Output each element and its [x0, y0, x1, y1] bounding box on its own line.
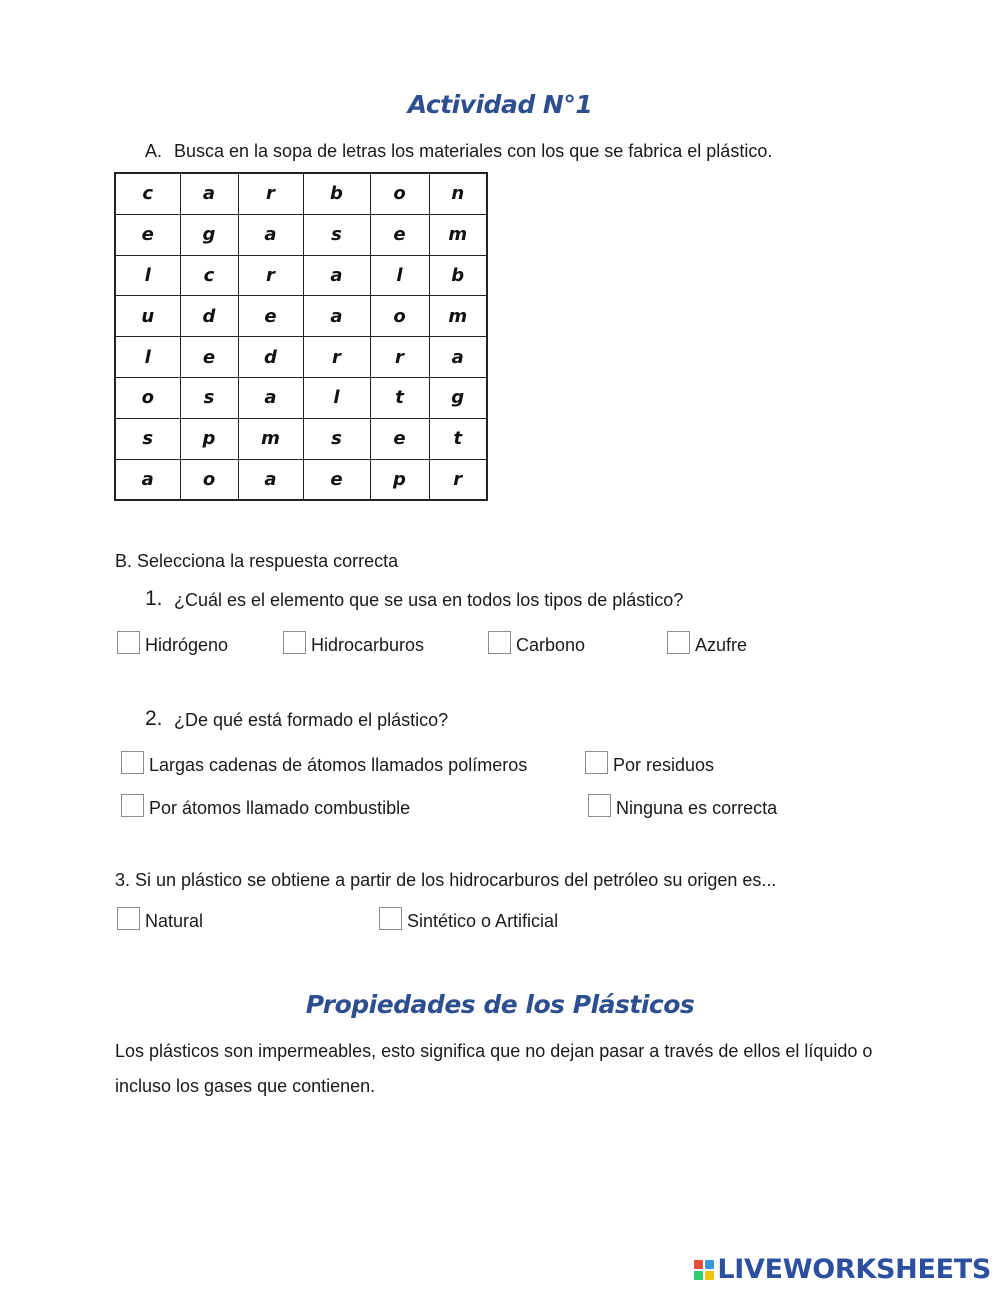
- q2-option-combustible[interactable]: [121, 794, 410, 819]
- grid-cell[interactable]: e: [303, 459, 370, 500]
- section-b-heading: B. Selecciona la respuesta correcta: [115, 551, 399, 571]
- grid-cell[interactable]: o: [370, 296, 429, 337]
- q1-option-carbono[interactable]: [488, 631, 585, 656]
- section-a-instruction: Busca en la sopa de letras los materiales con los que se fabrica el plástico.: [174, 141, 773, 161]
- properties-title: Propiedades de los Plásticos: [305, 990, 695, 1019]
- grid-cell[interactable]: l: [370, 255, 429, 296]
- grid-row: [115, 337, 487, 378]
- q2-option-polimeros[interactable]: [121, 751, 527, 776]
- option-label: Azufre: [695, 635, 748, 655]
- grid-cell[interactable]: r: [429, 459, 487, 500]
- grid-cell[interactable]: a: [180, 173, 238, 214]
- q1-option-hidrogeno[interactable]: [117, 631, 228, 656]
- grid-cell[interactable]: m: [238, 418, 303, 459]
- question-2-number: 2.: [145, 707, 163, 730]
- grid-cell[interactable]: m: [429, 296, 487, 337]
- grid-row: [115, 459, 487, 500]
- grid-cell[interactable]: a: [303, 296, 370, 337]
- grid-cell[interactable]: t: [429, 418, 487, 459]
- grid-cell[interactable]: e: [115, 214, 180, 255]
- grid-cell[interactable]: p: [370, 459, 429, 500]
- grid-cell[interactable]: a: [238, 214, 303, 255]
- grid-cell[interactable]: n: [429, 173, 487, 214]
- option-label: Natural: [145, 911, 204, 931]
- grid-cell[interactable]: a: [238, 459, 303, 500]
- grid-cell[interactable]: e: [180, 337, 238, 378]
- option-label: Hidrocarburos: [311, 635, 425, 655]
- checkbox[interactable]: [588, 794, 611, 817]
- question-2-text: ¿De qué está formado el plástico?: [174, 710, 449, 730]
- grid-cell[interactable]: o: [180, 459, 238, 500]
- grid-cell[interactable]: a: [303, 255, 370, 296]
- grid-cell[interactable]: m: [429, 214, 487, 255]
- q2-option-residuos[interactable]: [585, 751, 714, 776]
- grid-row: [115, 377, 487, 418]
- brand-name: LIVEWORKSHEETS: [717, 1254, 991, 1285]
- logo-icon: [694, 1260, 714, 1280]
- section-a-marker: A.: [145, 141, 163, 161]
- grid-cell[interactable]: s: [303, 418, 370, 459]
- checkbox[interactable]: [585, 751, 608, 774]
- grid-cell[interactable]: p: [180, 418, 238, 459]
- grid-cell[interactable]: r: [303, 337, 370, 378]
- grid-cell[interactable]: e: [370, 418, 429, 459]
- properties-paragraph-line-1: Los plásticos son impermeables, esto significa que no dejan pasar a través de ellos el líquido o: [115, 1041, 873, 1061]
- checkbox[interactable]: [117, 907, 140, 930]
- grid-cell[interactable]: l: [303, 377, 370, 418]
- activity-title: Actividad N°1: [407, 90, 593, 119]
- option-label: Carbono: [516, 635, 586, 655]
- grid-row: [115, 214, 487, 255]
- logo-square: [705, 1260, 714, 1269]
- option-label: Sintético o Artificial: [407, 911, 559, 931]
- question-3-text: 3. Si un plástico se obtiene a partir de los hidrocarburos del petróleo su origen es...: [115, 870, 777, 890]
- checkbox[interactable]: [117, 631, 140, 654]
- question-1-number: 1.: [145, 587, 163, 610]
- grid-cell[interactable]: s: [115, 418, 180, 459]
- q3-option-sintetico[interactable]: [379, 907, 558, 932]
- checkbox[interactable]: [667, 631, 690, 654]
- q3-option-natural[interactable]: [117, 907, 203, 932]
- checkbox[interactable]: [488, 631, 511, 654]
- grid-cell[interactable]: d: [238, 337, 303, 378]
- option-label: Por átomos llamado combustible: [149, 798, 411, 818]
- grid-cell[interactable]: g: [429, 377, 487, 418]
- checkbox[interactable]: [121, 751, 144, 774]
- grid-cell[interactable]: s: [180, 377, 238, 418]
- grid-cell[interactable]: b: [303, 173, 370, 214]
- liveworksheets-logo[interactable]: [694, 1254, 991, 1285]
- grid-cell[interactable]: a: [238, 377, 303, 418]
- grid-row: [115, 255, 487, 296]
- grid-cell[interactable]: d: [180, 296, 238, 337]
- option-label: Largas cadenas de átomos llamados polímeros: [149, 755, 528, 775]
- checkbox[interactable]: [121, 794, 144, 817]
- grid-cell[interactable]: r: [238, 173, 303, 214]
- logo-square: [694, 1260, 703, 1269]
- checkbox[interactable]: [283, 631, 306, 654]
- word-search-grid: [114, 172, 488, 501]
- grid-cell[interactable]: o: [370, 173, 429, 214]
- option-label: Por residuos: [613, 755, 715, 775]
- q2-option-ninguna[interactable]: [588, 794, 777, 819]
- grid-cell[interactable]: l: [115, 337, 180, 378]
- grid-cell[interactable]: t: [370, 377, 429, 418]
- grid-cell[interactable]: a: [115, 459, 180, 500]
- grid-row: [115, 418, 487, 459]
- grid-cell[interactable]: c: [115, 173, 180, 214]
- logo-square: [705, 1271, 714, 1280]
- grid-cell[interactable]: b: [429, 255, 487, 296]
- grid-cell[interactable]: c: [180, 255, 238, 296]
- grid-cell[interactable]: r: [238, 255, 303, 296]
- q1-option-hidrocarburos[interactable]: [283, 631, 424, 656]
- grid-cell[interactable]: s: [303, 214, 370, 255]
- grid-cell[interactable]: e: [370, 214, 429, 255]
- grid-cell[interactable]: u: [115, 296, 180, 337]
- grid-cell[interactable]: r: [370, 337, 429, 378]
- q1-option-azufre[interactable]: [667, 631, 747, 656]
- grid-cell[interactable]: a: [429, 337, 487, 378]
- properties-paragraph-line-2: incluso los gases que contienen.: [115, 1076, 376, 1096]
- grid-row: [115, 173, 487, 214]
- checkbox[interactable]: [379, 907, 402, 930]
- option-label: Hidrógeno: [145, 635, 229, 655]
- option-label: Ninguna es correcta: [616, 798, 778, 818]
- grid-cell[interactable]: l: [115, 255, 180, 296]
- question-1-text: ¿Cuál es el elemento que se usa en todos los tipos de plástico?: [174, 590, 684, 610]
- grid-cell[interactable]: e: [238, 296, 303, 337]
- grid-row: [115, 296, 487, 337]
- grid-cell[interactable]: o: [115, 377, 180, 418]
- logo-square: [694, 1271, 703, 1280]
- grid-cell[interactable]: g: [180, 214, 238, 255]
